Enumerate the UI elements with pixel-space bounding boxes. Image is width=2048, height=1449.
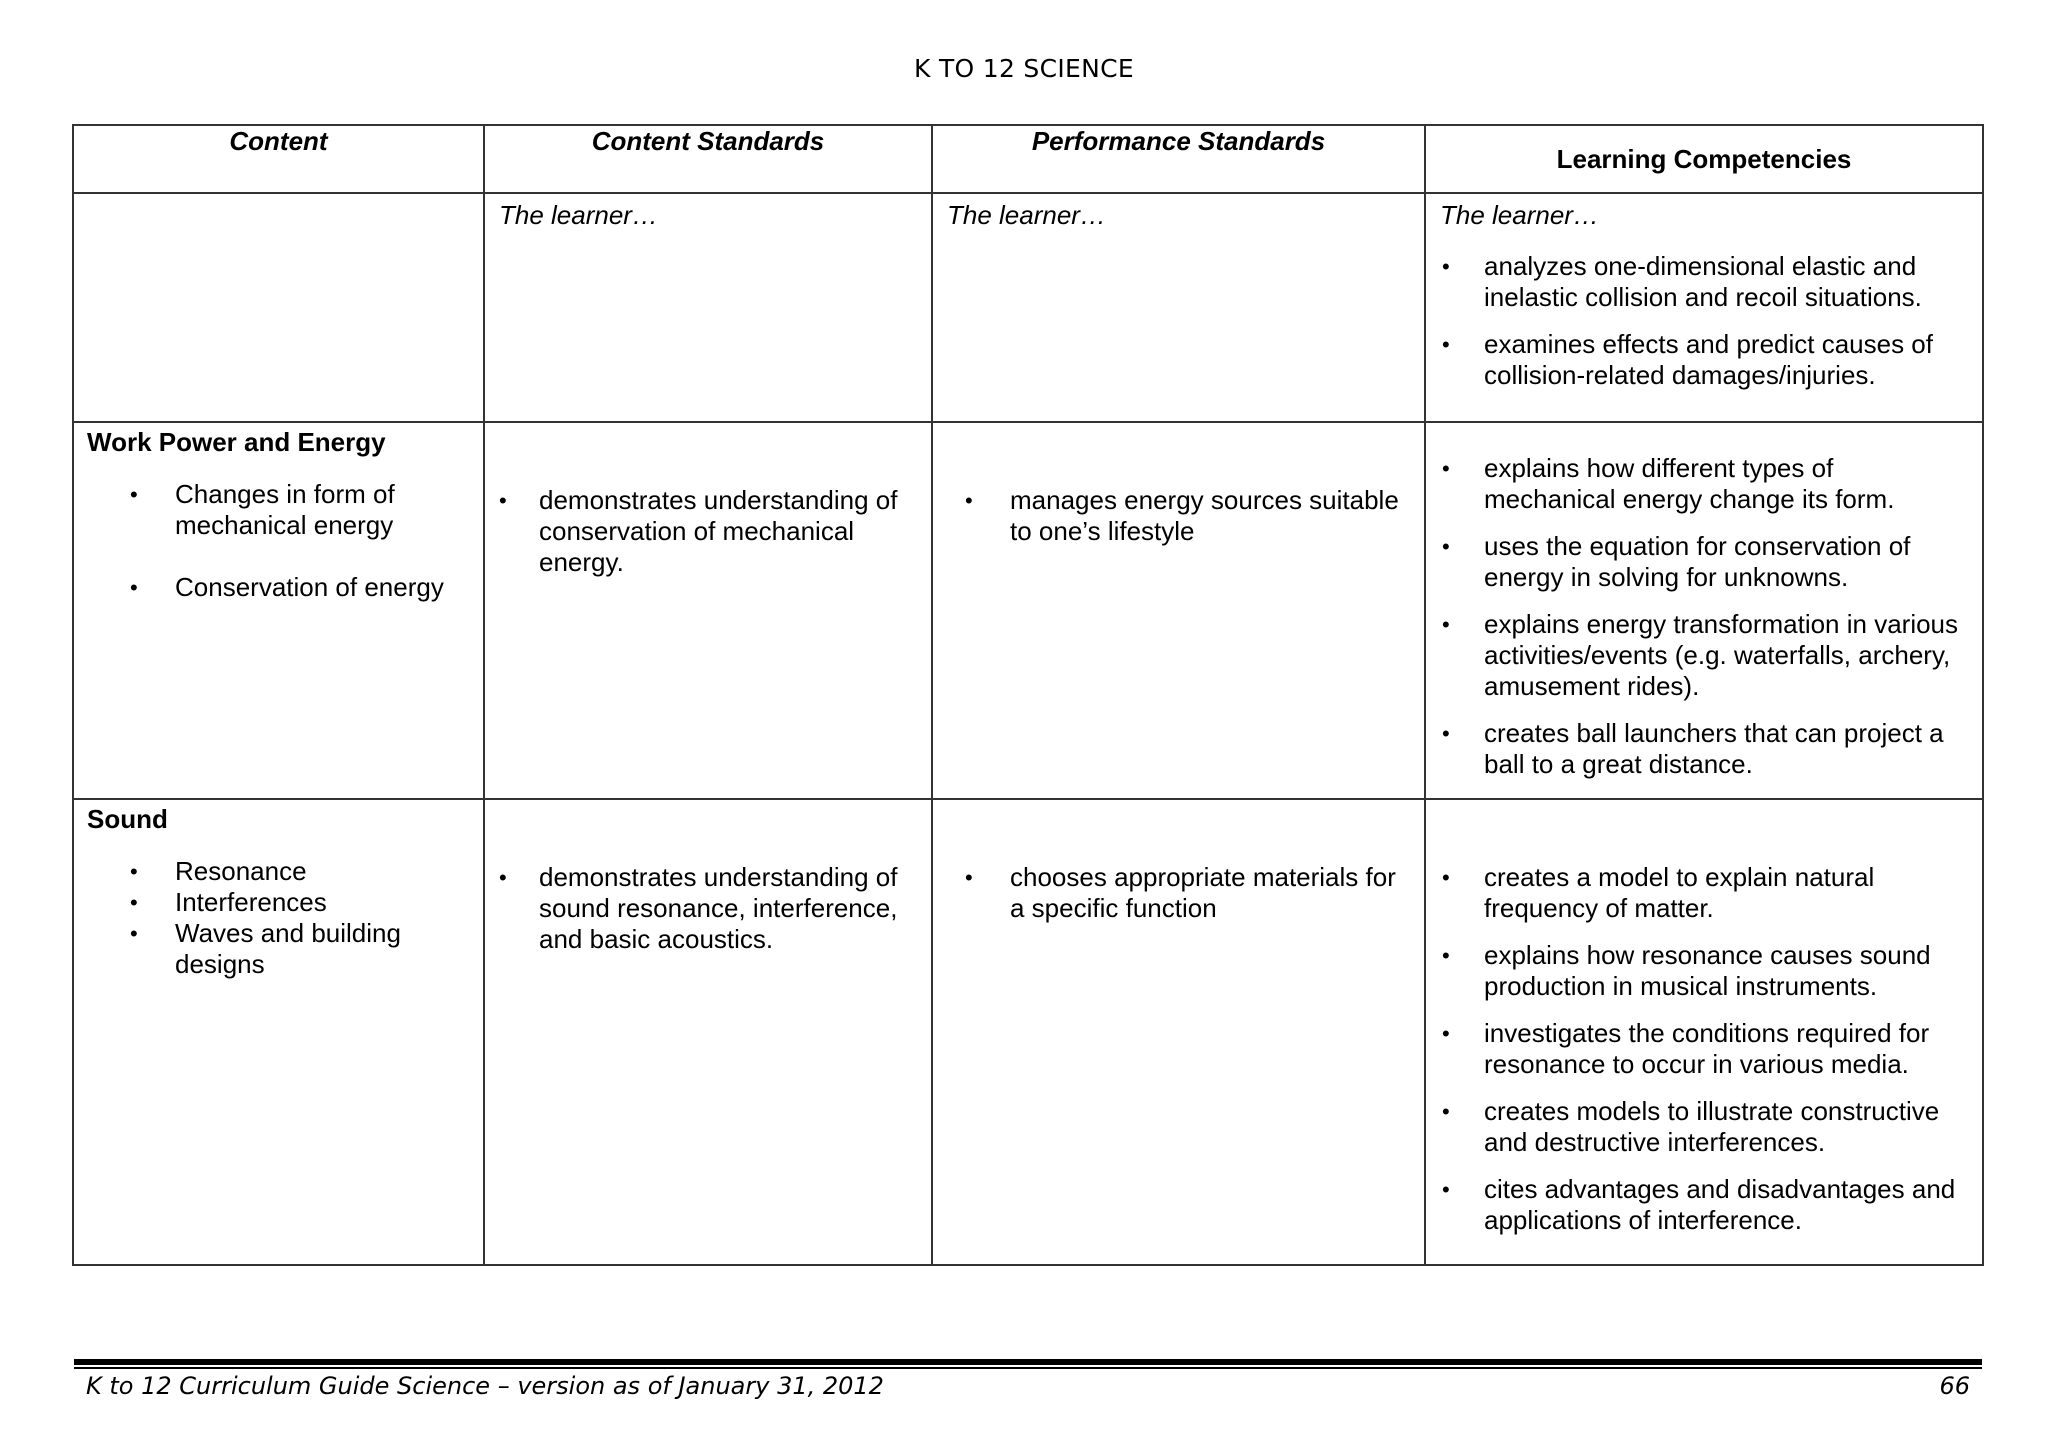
footer-text: K to 12 Curriculum Guide Science – version as of January 31, 2012 (86, 1372, 884, 1400)
learner-label: The learner… (947, 200, 1106, 230)
list-item: • explains how different types of mechanical energy change its form. (1426, 453, 1982, 515)
performance-standards-cell (932, 799, 1425, 1265)
list-item: • creates a model to explain natural frequency of matter. (1426, 862, 1982, 924)
list-item: • explains energy transformation in various activities/events (e.g. waterfalls, archery, amusement rides). (1426, 609, 1982, 702)
table-header-row (73, 125, 1983, 193)
list-item: • demonstrates understanding of conservation of mechanical energy. (485, 485, 931, 578)
performance-standards-cell (932, 193, 1425, 422)
list-item: • chooses appropriate materials for a specific function (933, 862, 1424, 924)
content-topic-title: Work Power and Energy (87, 427, 386, 457)
performance-standards-cell (932, 422, 1425, 799)
column-header-learning-competencies: Learning Competencies (1425, 125, 1983, 193)
list-item: • examines effects and predict causes of collision-related damages/injuries. (1426, 329, 1982, 391)
learner-label: The learner… (1440, 200, 1599, 230)
learning-competencies-cell (1425, 799, 1983, 1265)
column-header-content-standards: Content Standards (484, 125, 932, 193)
learner-label: The learner… (499, 200, 658, 230)
table-row (73, 422, 1983, 799)
list-item: • Conservation of energy (74, 572, 483, 603)
list-item: • analyzes one-dimensional elastic and inelastic collision and recoil situations. (1426, 251, 1982, 313)
footer-rule (74, 1359, 1982, 1365)
content-standards-cell (484, 799, 932, 1265)
list-item: • creates models to illustrate constructive and destructive interferences. (1426, 1096, 1982, 1158)
list-item: • explains how resonance causes sound production in musical instruments. (1426, 940, 1982, 1002)
column-header-performance-standards: Performance Standards (932, 125, 1425, 193)
content-standards-cell (484, 193, 932, 422)
footer-rule (74, 1367, 1982, 1369)
content-cell (73, 193, 484, 422)
column-header-content: Content (73, 125, 484, 193)
content-cell (73, 422, 484, 799)
list-item: • cites advantages and disadvantages and applications of interference. (1426, 1174, 1982, 1236)
content-standards-cell (484, 422, 932, 799)
list-item: • uses the equation for conservation of energy in solving for unknowns. (1426, 531, 1982, 593)
list-item: • demonstrates understanding of sound resonance, interference, and basic acoustics. (485, 862, 931, 955)
content-cell (73, 799, 484, 1265)
list-item: • Waves and building designs (74, 918, 483, 980)
content-topic-title: Sound (87, 804, 168, 834)
learning-competencies-cell (1425, 193, 1983, 422)
list-item: • manages energy sources suitable to one’s lifestyle (933, 485, 1424, 547)
page-header: K TO 12 SCIENCE (914, 54, 1134, 83)
list-item: • investigates the conditions required for resonance to occur in various media. (1426, 1018, 1982, 1080)
table-row (73, 799, 1983, 1265)
page-number: 66 (1939, 1372, 1970, 1400)
table-row (73, 193, 1983, 422)
list-item: • Changes in form of mechanical energy (74, 479, 483, 541)
list-item: • Interferences (74, 887, 483, 918)
learning-competencies-cell (1425, 422, 1983, 799)
list-item: • Resonance (74, 856, 483, 887)
curriculum-table (72, 124, 1984, 1266)
list-item: • creates ball launchers that can project a ball to a great distance. (1426, 718, 1982, 780)
